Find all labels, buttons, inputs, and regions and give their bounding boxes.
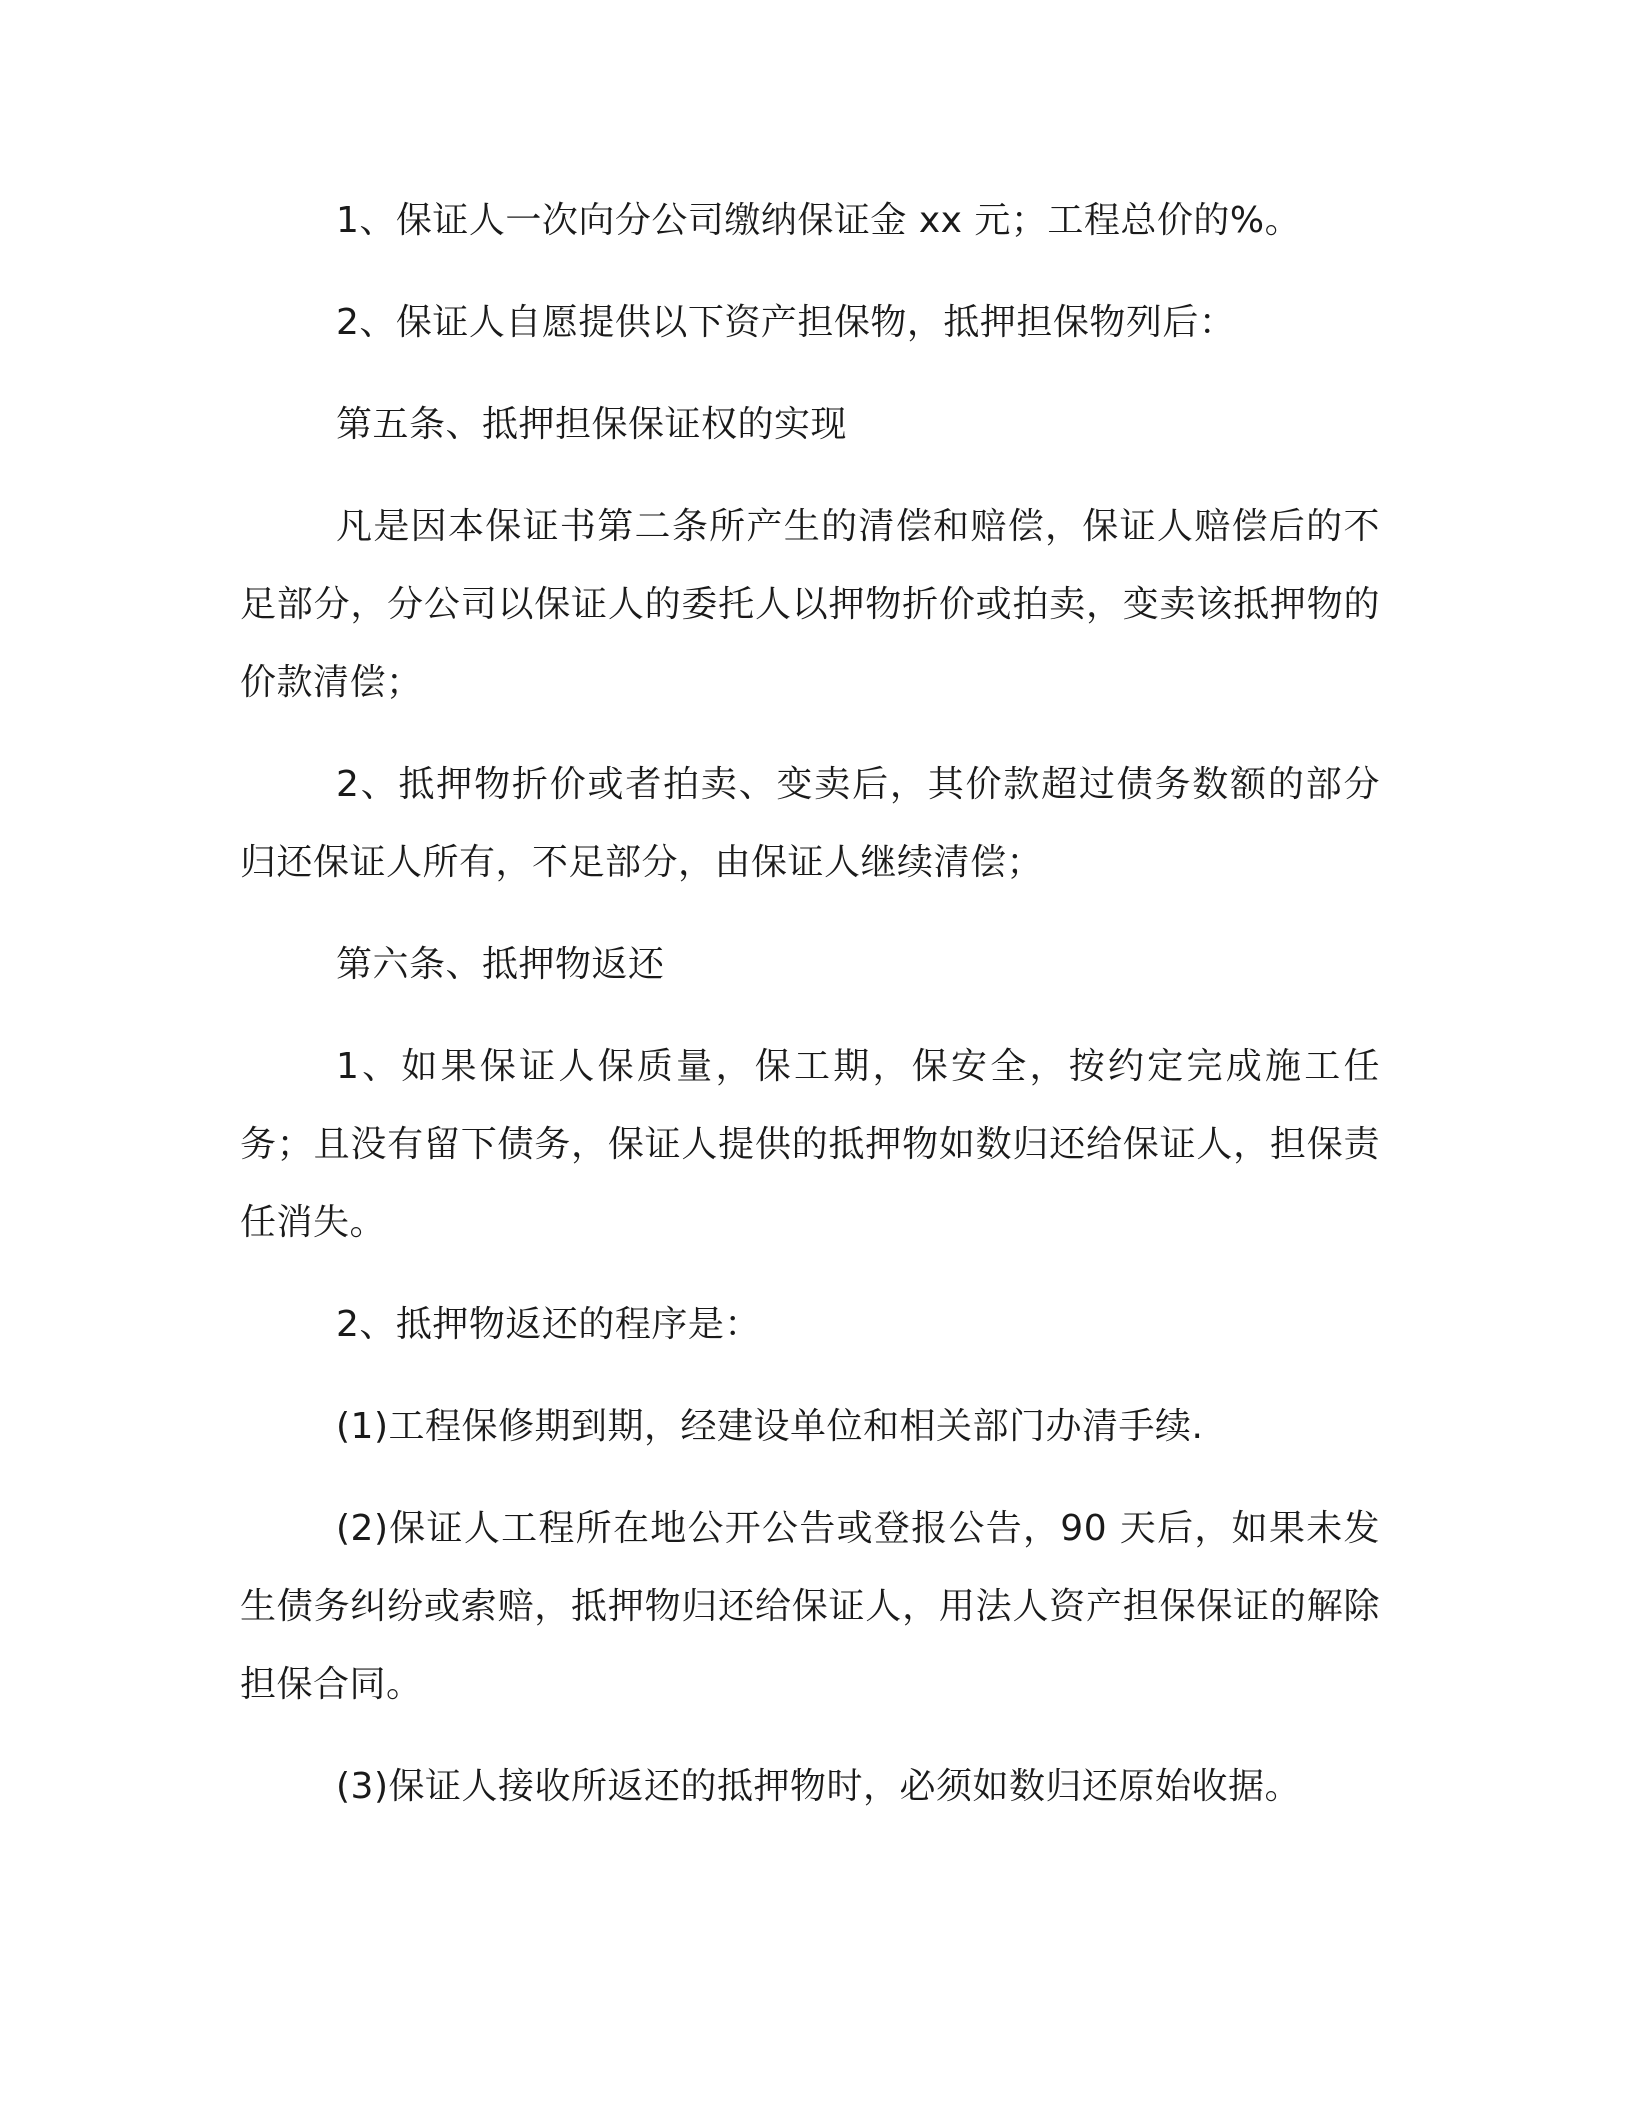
paragraph-return-procedure: 2、抵押物返还的程序是： (336, 1304, 761, 1345)
paragraph-return-condition: 1、如果保证人保质量，保工期，保安全，按约定完成施工任务；且没有留下债务，保证人提供的抵押物如数归还给保证人，担保责任消失。 (240, 1046, 1380, 1243)
paragraph-step-1: (1)工程保修期到期，经建设单位和相关部门办清手续. (336, 1406, 1204, 1447)
paragraph-collateral-list: 2、保证人自愿提供以下资产担保物，抵押担保物列后： (336, 302, 1236, 343)
section-heading-article-6: 第六条、抵押物返还 (336, 944, 665, 985)
paragraph-compensation: 凡是因本保证书第二条所产生的清偿和赔偿，保证人赔偿后的不足部分，分公司以保证人的委托人以押物折价或拍卖，变卖该抵押物的价款清偿； (240, 506, 1380, 703)
paragraph-step-3: (3)保证人接收所返还的抵押物时，必须如数归还原始收据。 (336, 1766, 1301, 1807)
section-heading-article-5: 第五条、抵押担保保证权的实现 (336, 404, 848, 445)
document-body (240, 182, 1380, 1850)
paragraph-surplus: 2、抵押物折价或者拍卖、变卖后，其价款超过债务数额的部分归还保证人所有，不足部分，由保证人继续清偿； (240, 764, 1380, 883)
paragraph-deposit: 1、保证人一次向分公司缴纳保证金 xx 元；工程总价的%。 (336, 200, 1302, 241)
paragraph-step-2: (2)保证人工程所在地公开公告或登报公告，90 天后，如果未发生债务纠纷或索赔，抵押物归还给保证人，用法人资产担保保证的解除担保合同。 (240, 1508, 1380, 1705)
